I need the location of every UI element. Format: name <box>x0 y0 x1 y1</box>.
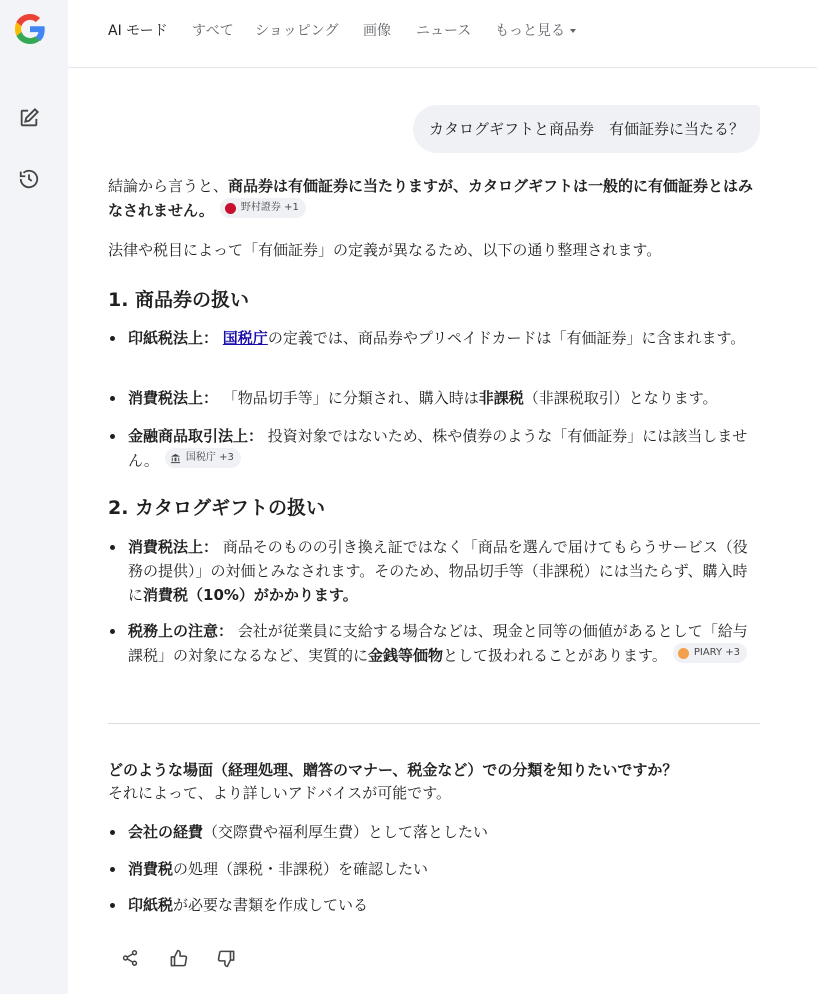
answer-intro-2: 法律や税目によって「有価証券」の定義が異なるため、以下の通り整理されます。 <box>108 241 662 259</box>
list-item <box>108 893 760 917</box>
new-chat-button[interactable] <box>15 104 43 132</box>
item-text: 「物品切手等」に分類され、購入時は <box>222 389 479 407</box>
chevron-down-icon <box>570 29 576 33</box>
item-bold: 消費税 <box>128 860 174 878</box>
top-nav <box>68 0 817 68</box>
item-text: （交際費や福利厚生費）として落としたい <box>203 823 489 841</box>
tab-more[interactable] <box>495 20 576 40</box>
chip-label: 野村證券 +1 <box>240 202 299 213</box>
item-text-2: として扱われることがあります。 <box>443 646 667 665</box>
item-bold: 印紙税 <box>128 896 174 914</box>
item-bold: 消費税（10%）がかかります。 <box>143 586 358 604</box>
nta-link[interactable]: 国税庁 <box>222 329 268 347</box>
government-building-icon <box>170 453 181 464</box>
tab-more-label: もっと見る <box>495 23 565 39</box>
answer-intro <box>108 174 760 223</box>
item-label: 印紙税法上： <box>128 329 219 347</box>
piary-icon <box>678 648 689 659</box>
item-label: 消費税法上： <box>128 389 219 407</box>
tab-images[interactable]: 画像 <box>363 23 391 39</box>
chip-label: PIARY +3 <box>693 647 741 658</box>
item-text: が必要な書類を作成している <box>173 896 369 914</box>
share-icon <box>121 949 139 967</box>
user-query-bubble: カタログギフトと商品券 有価証券に当たる？ <box>413 105 760 153</box>
item-text: 会社が従業員に支給する場合などは、現金と同等の価値があるとして「給与課税」の対象になるなど、実質的に <box>128 622 748 665</box>
tab-all[interactable]: すべて <box>192 23 234 39</box>
item-text: 商品そのものの引き換え証ではなく「商品を選んで届けてもらうサービス（役務の提供）」の対価とみなされます。そのため、物品切手等（非課税）には当たらず、購入時に <box>128 538 748 604</box>
thumbs-up-button[interactable] <box>166 946 190 970</box>
share-button[interactable] <box>118 946 142 970</box>
chip-label: 国税庁 +3 <box>185 452 234 463</box>
nomura-icon <box>225 203 236 214</box>
tab-ai-mode[interactable]: AI モード <box>108 23 168 39</box>
intro-bold: 商品券は有価証券に当たりますが、カタログギフトは一般的に有価証券とはみなされません。 <box>108 177 754 220</box>
item-label: 金融商品取引法上： <box>128 427 264 445</box>
section-heading-1: 1. 商品券の扱い <box>108 289 250 311</box>
followup-question-text: どのような場面（経理処理、贈答のマナー、税金など）での分類を知りたいですか？ <box>108 761 678 779</box>
list-item <box>108 424 760 473</box>
history-icon <box>18 168 40 190</box>
new-chat-icon <box>18 107 40 129</box>
thumbs-down-button[interactable] <box>214 946 238 970</box>
source-chip-piary[interactable] <box>673 643 747 663</box>
list-item <box>108 619 760 668</box>
item-bold: 金銭等価物 <box>368 646 444 665</box>
item-label: 消費税法上： <box>128 538 219 556</box>
intro-text: 結論から言うと、 <box>108 177 229 195</box>
list-item <box>108 326 760 350</box>
thumbs-down-icon <box>217 949 236 968</box>
thumbs-up-icon <box>169 949 188 968</box>
item-text: の処理（課税・非課税）を確認したい <box>173 860 429 878</box>
followup-sub: それによって、より詳しいアドバイスが可能です。 <box>108 784 452 802</box>
section-heading-2: 2. カタログギフトの扱い <box>108 497 326 519</box>
item-text-2: （非課税取引）となります。 <box>523 389 718 407</box>
item-text: 投資対象ではないため、株や債券のような「有価証券」には該当しません。 <box>128 427 748 470</box>
google-logo[interactable] <box>12 11 48 47</box>
list-item <box>108 535 760 607</box>
history-button[interactable] <box>15 165 43 193</box>
side-rail <box>0 0 68 994</box>
divider <box>108 723 760 724</box>
list-item <box>108 386 760 410</box>
source-chip-nomura[interactable] <box>220 198 306 218</box>
item-text: の定義では、商品券やプリペイドカードは「有価証券」に含まれます。 <box>267 329 746 347</box>
item-bold: 非課税 <box>478 389 524 407</box>
tab-news[interactable]: ニュース <box>416 23 472 39</box>
item-label: 税務上の注意： <box>128 622 234 640</box>
item-bold: 会社の経費 <box>128 823 204 841</box>
list-item <box>108 820 760 844</box>
list-item <box>108 857 760 881</box>
followup-question <box>108 758 760 782</box>
source-chip-nta[interactable] <box>165 448 241 468</box>
tab-shopping[interactable]: ショッピング <box>255 23 339 39</box>
